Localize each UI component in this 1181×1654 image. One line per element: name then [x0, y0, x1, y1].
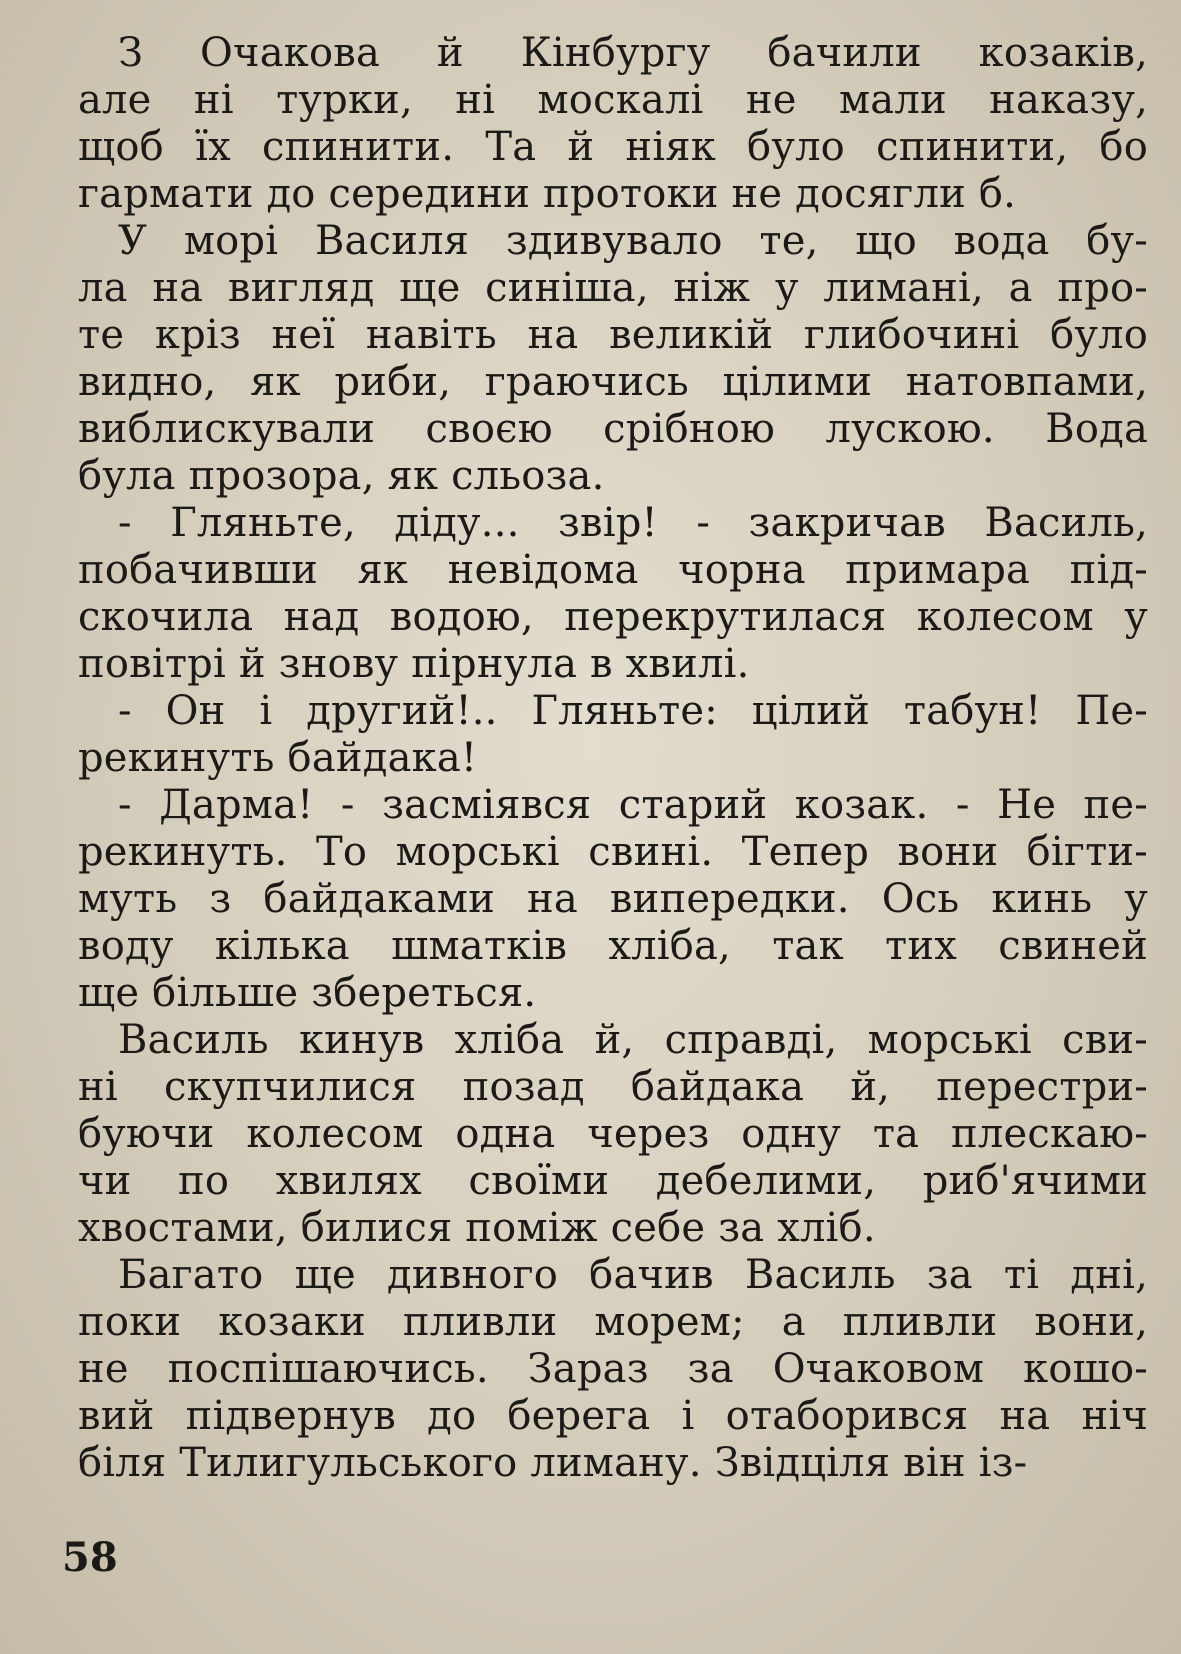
text-line: - Гляньте, діду... звір! - закричав Василь, — [118, 500, 1148, 546]
text-line: не поспішаючись. Зараз за Очаковом кошо- — [78, 1346, 1148, 1392]
text-line: - Он і другий!.. Гляньте: цілий табун! Пе- — [118, 688, 1148, 734]
text-line: була прозора, як сльоза. — [78, 453, 605, 499]
text-line: гармати до середини протоки не досягли б. — [78, 171, 1017, 217]
text-line: Василь кинув хліба й, справді, морські сви- — [118, 1017, 1148, 1063]
text-line: воду кілька шматків хліба, так тих свиней — [78, 923, 1148, 969]
text-line: буючи колесом одна через одну та плескаю- — [78, 1111, 1148, 1157]
text-line: повітрі й знову пірнула в хвилі. — [78, 641, 750, 687]
text-line: - Дарма! - засміявся старий козак. - Не пе- — [118, 782, 1148, 828]
text-line: хвостами, билися поміж себе за хліб. — [78, 1205, 876, 1251]
text-line: біля Тилигульського лиману. Звідціля він із- — [78, 1440, 1028, 1486]
text-line: ні скупчилися позад байдака й, перестри- — [78, 1064, 1148, 1110]
text-line: У морі Василя здивувало те, що вода бу- — [118, 218, 1148, 264]
paragraph — [78, 1017, 1148, 1252]
text-line: рекинуть байдака! — [78, 735, 478, 781]
text-line: але ні турки, ні москалі не мали наказу, — [78, 77, 1148, 123]
text-line: скочила над водою, перекрутилася колесом у — [78, 594, 1148, 640]
text-line: те кріз неї навіть на великій глибочині було — [78, 312, 1148, 358]
page-number: 58 — [62, 1534, 118, 1581]
paragraph — [78, 688, 1148, 782]
text-line: ще більше збереться. — [78, 970, 537, 1016]
text-line: щоб їх спинити. Та й ніяк було спинити, бо — [78, 124, 1148, 170]
paragraph — [78, 30, 1148, 218]
text-line: побачивши як невідома чорна примара під- — [78, 547, 1148, 593]
text-line: вий підвернув до берега і отаборився на ніч — [78, 1393, 1148, 1439]
text-line: муть з байдаками на випередки. Ось кинь у — [78, 876, 1148, 922]
text-line: ла на вигляд ще синіша, ніж у лимані, а про- — [78, 265, 1148, 311]
text-line: рекинуть. То морські свині. Тепер вони бігти- — [78, 829, 1148, 875]
paragraph — [78, 782, 1148, 1017]
text-line: З Очакова й Кінбургу бачили козаків, — [118, 30, 1148, 76]
text-line: чи по хвилях своїми дебелими, риб'ячими — [78, 1158, 1148, 1204]
paragraph — [78, 1252, 1148, 1487]
text-line: Багато ще дивного бачив Василь за ті дні, — [118, 1252, 1148, 1298]
body-text — [78, 30, 1148, 1487]
paragraph — [78, 218, 1148, 500]
paragraph — [78, 500, 1148, 688]
text-line: поки козаки пливли морем; а пливли вони, — [78, 1299, 1148, 1345]
text-line: виблискували своєю срібною лускою. Вода — [78, 406, 1148, 452]
text-line: видно, як риби, граючись цілими натовпами, — [78, 359, 1148, 405]
